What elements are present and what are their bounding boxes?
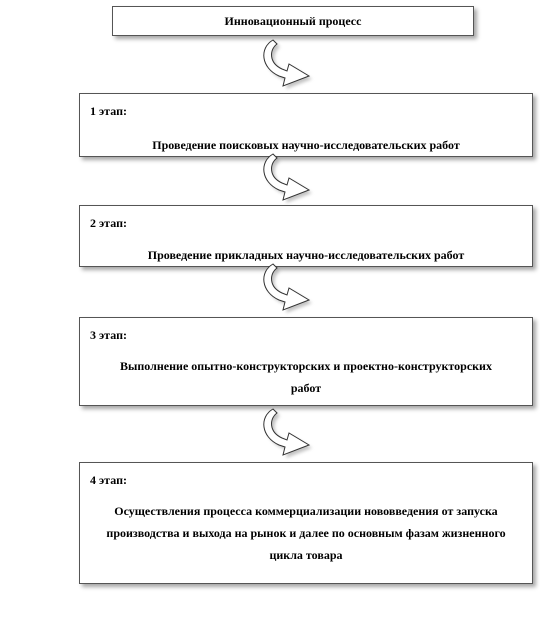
curved-arrow-icon: [255, 407, 319, 461]
curved-arrow-icon: [255, 262, 319, 316]
stage-1-label: 1 этап:: [90, 104, 127, 118]
stage-3-label: 3 этап:: [90, 328, 127, 342]
stage-3-box: [79, 317, 533, 406]
stage-2-label: 2 этап:: [90, 216, 127, 230]
stage-4-text: Осуществления процесса коммерциализации нововведения от запуска производства и выхода на рынок и далее по основным фазам жизненного цикла товара: [106, 504, 506, 562]
stage-3-text: Выполнение опытно-конструкторских и проектно-конструкторских работ: [120, 359, 492, 395]
stage-4-label: 4 этап:: [90, 473, 127, 487]
process-title-box: [112, 6, 474, 36]
curved-arrow-icon: [255, 38, 319, 92]
stage-1-box: [79, 93, 533, 157]
stage-2-box: [79, 205, 533, 267]
stage-1-text: Проведение поисковых научно-исследовательских работ: [152, 138, 460, 152]
curved-arrow-icon: [255, 152, 319, 206]
stage-2-text: Проведение прикладных научно-исследовательских работ: [147, 248, 465, 262]
process-title: Инновационный процесс: [224, 13, 362, 28]
stage-4-box: [79, 462, 533, 584]
